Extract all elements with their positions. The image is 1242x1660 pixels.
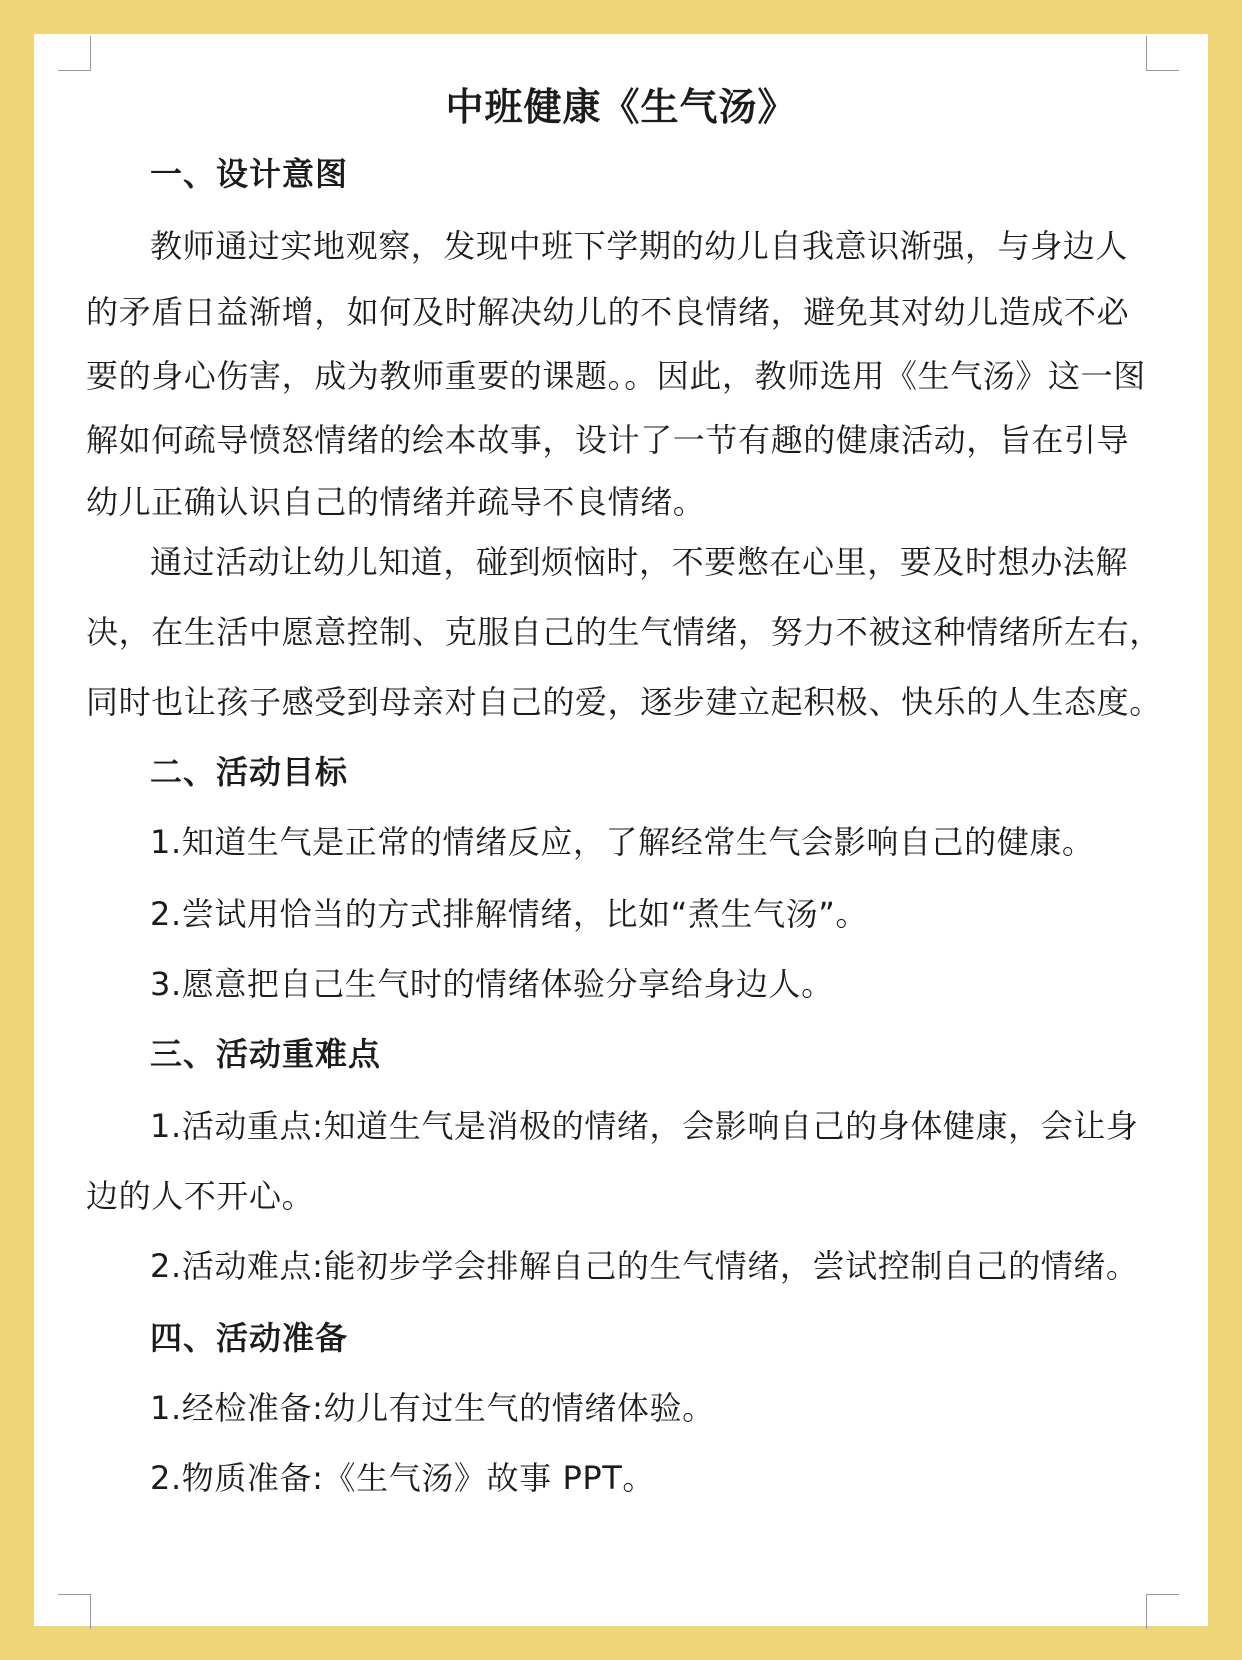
list-item: 1.知道生气是正常的情绪反应，了解经常生气会影响自己的健康。: [150, 823, 1095, 861]
list-item: 1.活动重点:知道生气是消极的情绪，会影响自己的身体健康，会让身: [150, 1107, 1139, 1145]
section-heading-design-intent: 一、设计意图: [150, 155, 349, 193]
paragraph-line: 教师通过实地观察，发现中班下学期的幼儿自我意识渐强，与身边人: [150, 227, 1129, 265]
list-item: 2.尝试用恰当的方式排解情绪，比如“煮生气汤”。: [150, 895, 869, 933]
paragraph-line: 的矛盾日益渐增，如何及时解决幼儿的不良情绪，避免其对幼儿造成不必: [86, 293, 1130, 331]
paragraph-line: 幼儿正确认识自己的情绪并疏导不良情绪。: [86, 483, 706, 521]
paragraph-line: 同时也让孩子感受到母亲对自己的爱，逐步建立起积极、快乐的人生态度。: [86, 683, 1162, 721]
paragraph-line: 要的身心伤害，成为教师重要的课题。。因此，教师选用《生气汤》这一图: [86, 357, 1146, 395]
paragraph-line: 解如何疏导愤怒情绪的绘本故事，设计了一节有趣的健康活动，旨在引导: [86, 421, 1130, 459]
list-item-continuation: 边的人不开心。: [86, 1177, 315, 1215]
document-page: [34, 34, 1208, 1626]
crop-mark-top-left: [58, 36, 91, 71]
list-item: 1.经检准备:幼儿有过生气的情绪体验。: [150, 1389, 715, 1427]
page-title: 中班健康《生气汤》: [445, 85, 797, 129]
paragraph-line: 决，在生活中愿意控制、克服自己的生气情绪，努力不被这种情绪所左右，: [86, 613, 1162, 651]
section-heading-key-difficult-points: 三、活动重难点: [150, 1035, 382, 1073]
list-item: 3.愿意把自己生气时的情绪体验分享给身边人。: [150, 965, 834, 1003]
section-heading-activity-preparation: 四、活动准备: [150, 1319, 349, 1357]
crop-mark-bottom-right: [1146, 1594, 1179, 1629]
section-heading-activity-goals: 二、活动目标: [150, 753, 349, 791]
paragraph-line: 通过活动让幼儿知道，碰到烦恼时，不要憋在心里，要及时想办法解: [150, 543, 1129, 581]
crop-mark-bottom-left: [58, 1594, 91, 1629]
list-item: 2.物质准备:《生气汤》故事 PPT。: [150, 1459, 656, 1497]
list-item: 2.活动难点:能初步学会排解自己的生气情绪，尝试控制自己的情绪。: [150, 1247, 1139, 1285]
crop-mark-top-right: [1146, 36, 1179, 71]
